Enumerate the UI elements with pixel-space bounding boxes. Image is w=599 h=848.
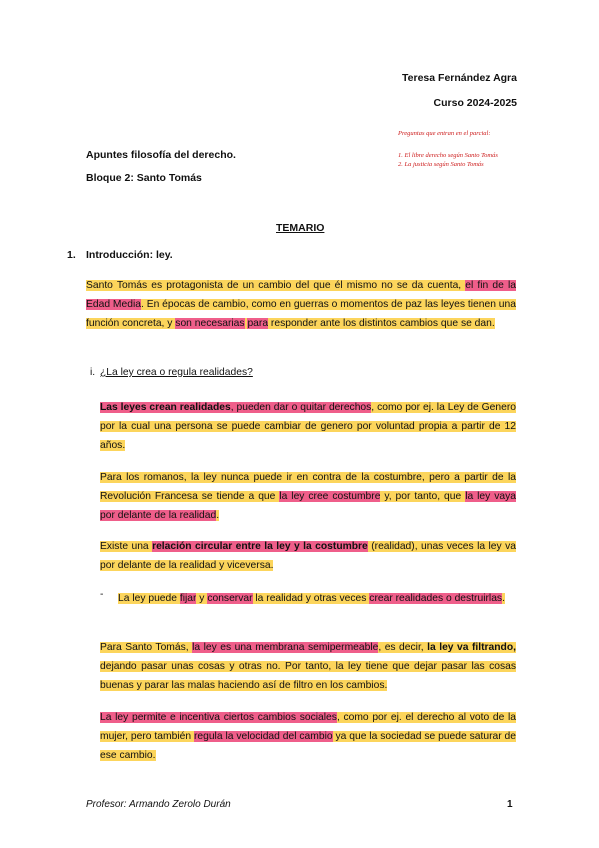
subsection-i-number: i.	[90, 367, 96, 378]
section-1-number: 1.	[67, 249, 76, 261]
exam-note-item-1: 1. El libre derecho según Santo Tomás	[398, 152, 498, 159]
bullet-item-fijar-conservar: La ley puede fijar y conservar la realidad y otras veces crear realidades o destruirlas.	[118, 593, 505, 604]
author-name: Teresa Fernández Agra	[402, 72, 517, 84]
paragraph-leyes-crean: Las leyes crean realidades, pueden dar o quitar derechos, como por ej. la Ley de Genero por la cual una persona se puede cambiar de genero por voluntad propia a partir de 12 años.	[100, 402, 516, 452]
paragraph-incentiva: La ley permite e incentiva ciertos cambios sociales, como por ej. el derecho al voto de la mujer, pero también regula la velocidad del cambio ya que la sociedad se puede saturar de ese cambio.	[100, 712, 516, 762]
course-year: Curso 2024-2025	[433, 97, 517, 109]
exam-note-title: Preguntas que entran en el parcial:	[398, 130, 491, 137]
temario-title: TEMARIO	[276, 222, 325, 234]
footer-professor: Profesor: Armando Zerolo Durán	[86, 799, 231, 810]
paragraph-romanos: Para los romanos, la ley nunca puede ir en contra de la costumbre, pero a partir de la Revolución Francesa se tiende a que la ley cree costumbre y, por tanto, que la ley vaya por delante de la realidad.	[100, 472, 516, 522]
subsection-i-title: ¿La ley crea o regula realidades?	[100, 367, 253, 378]
document-subject: Apuntes filosofía del derecho.	[86, 149, 236, 161]
bullet-marker: -	[100, 589, 104, 600]
section-1-title: Introducción: ley.	[86, 249, 173, 261]
intro-paragraph: Santo Tomás es protagonista de un cambio del que él mismo no se da cuenta, el fin de la Edad Media. En épocas de cambio, como en guerras o momentos de paz las leyes tienen una función concreta, y son necesarias para responder ante los distintos cambios que se dan.	[86, 280, 516, 330]
footer-page-number: 1	[507, 799, 513, 810]
paragraph-membrana: Para Santo Tomás, la ley es una membrana semipermeable, es decir, la ley va filtrando, dejando pasar unas cosas y otras no. Por tanto, la ley tiene que dejar pasar las cosas buenas y parar las malas haciendo así de filtro en los cambios.	[100, 642, 516, 692]
exam-note-item-2: 2. La justicia según Santo Tomás	[398, 161, 484, 168]
paragraph-relacion-circular: Existe una relación circular entre la ley y la costumbre (realidad), unas veces la ley va por delante de la realidad y viceversa.	[100, 541, 516, 572]
document-block: Bloque 2: Santo Tomás	[86, 172, 202, 184]
